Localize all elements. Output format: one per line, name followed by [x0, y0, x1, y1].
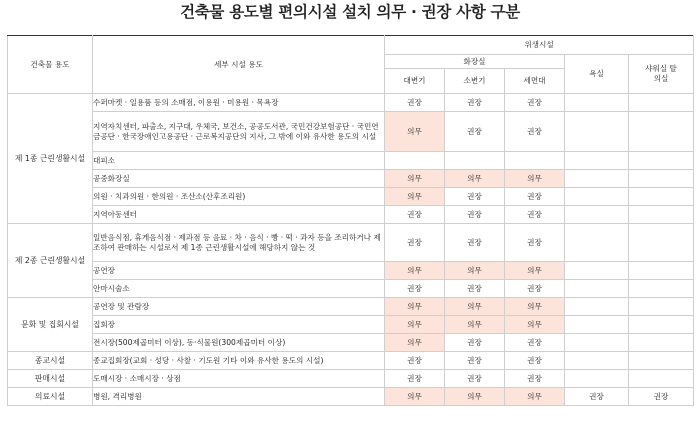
bathroom-cell	[565, 316, 629, 334]
facility-table	[7, 35, 694, 406]
shower-cell	[629, 316, 694, 334]
shower-cell	[629, 152, 694, 170]
bathroom-cell	[565, 370, 629, 388]
shower-cell	[629, 94, 694, 112]
detail-use-cell: 지역아동센터	[93, 206, 385, 224]
header-detail-use: 세부 시설 용도	[93, 36, 385, 94]
shower-cell	[629, 352, 694, 370]
detail-use-cell: 일반음식점, 휴게음식점 · 제과점 등 음료 · 차 · 음식 · 빵 · 떡 · 과자 등을 조리하거나 제조하여 판매하는 시설로서 제 1종 근린생활시설에 해당하지 않는 것	[93, 224, 385, 262]
detail-use-cell: 공중화장실	[93, 170, 385, 188]
urinal-cell: 권장	[445, 224, 505, 262]
detail-use-cell: 안마시술소	[93, 280, 385, 298]
urinal-cell: 권장	[445, 370, 505, 388]
table-row	[8, 298, 694, 316]
table-row	[8, 352, 694, 370]
header-shower: 샤워실 탈의실	[629, 55, 694, 94]
bathroom-cell	[565, 170, 629, 188]
header-hygiene: 위생시설	[385, 36, 694, 55]
washstand-cell: 권장	[505, 370, 565, 388]
detail-use-cell: 지역자치센터, 파출소, 지구대, 우체국, 보건소, 공공도서관, 국민건강보험공단 · 국민연금공단 · 한국장애인고용공단 · 근로복지공단의 지사, 그 밖에 이와 유사한 용도의 시설	[93, 112, 385, 152]
table-row	[8, 224, 694, 262]
detail-use-cell: 공연장 및 관람장	[93, 298, 385, 316]
bathroom-cell	[565, 188, 629, 206]
bathroom-cell	[565, 298, 629, 316]
detail-use-cell: 의원 · 치과의원 · 한의원 · 조산소(산후조리원)	[93, 188, 385, 206]
detail-use-cell: 도매시장 · 소매시장 · 상점	[93, 370, 385, 388]
toilet-cell: 의무	[385, 112, 445, 152]
header-urinal: 소변기	[445, 69, 505, 94]
toilet-cell: 의무	[385, 262, 445, 280]
shower-cell	[629, 224, 694, 262]
washstand-cell: 의무	[505, 298, 565, 316]
shower-cell	[629, 112, 694, 152]
washstand-cell: 의무	[505, 388, 565, 406]
toilet-cell: 의무	[385, 388, 445, 406]
table-row	[8, 206, 694, 224]
building-use-cell: 판매시설	[8, 370, 93, 388]
shower-cell	[629, 206, 694, 224]
shower-cell	[629, 262, 694, 280]
bathroom-cell	[565, 94, 629, 112]
urinal-cell: 권장	[445, 334, 505, 352]
urinal-cell: 권장	[445, 352, 505, 370]
urinal-cell	[445, 152, 505, 170]
toilet-cell: 의무	[385, 334, 445, 352]
table-row	[8, 188, 694, 206]
washstand-cell: 권장	[505, 94, 565, 112]
detail-use-cell: 종교집회장(교회 · 성당 · 사찰 · 기도원 기타 이와 유사한 용도의 시설)	[93, 352, 385, 370]
table-row	[8, 334, 694, 352]
bathroom-cell	[565, 112, 629, 152]
table-row	[8, 262, 694, 280]
urinal-cell: 권장	[445, 188, 505, 206]
bathroom-cell	[565, 262, 629, 280]
header-bathroom: 욕실	[565, 55, 629, 94]
toilet-cell: 의무	[385, 316, 445, 334]
detail-use-cell: 수퍼마켓 · 일용품 등의 소매점, 이용원 · 미용원 · 목욕장	[93, 94, 385, 112]
bathroom-cell	[565, 152, 629, 170]
building-use-cell: 의료시설	[8, 388, 93, 406]
urinal-cell: 의무	[445, 316, 505, 334]
urinal-cell: 권장	[445, 94, 505, 112]
shower-cell	[629, 188, 694, 206]
shower-cell	[629, 370, 694, 388]
building-use-cell: 문화 및 집회시설	[8, 298, 93, 352]
washstand-cell: 권장	[505, 112, 565, 152]
detail-use-cell: 공연장	[93, 262, 385, 280]
detail-use-cell: 전시장(500제곱미터 이상), 동·식물원(300제곱미터 이상)	[93, 334, 385, 352]
urinal-cell: 의무	[445, 170, 505, 188]
table-row	[8, 280, 694, 298]
washstand-cell: 권장	[505, 334, 565, 352]
table-body	[8, 94, 694, 406]
shower-cell	[629, 334, 694, 352]
shower-cell	[629, 298, 694, 316]
urinal-cell: 권장	[445, 112, 505, 152]
urinal-cell: 권장	[445, 280, 505, 298]
toilet-cell: 권장	[385, 280, 445, 298]
washstand-cell	[505, 152, 565, 170]
detail-use-cell: 집회장	[93, 316, 385, 334]
washstand-cell: 의무	[505, 262, 565, 280]
detail-use-cell: 대피소	[93, 152, 385, 170]
washstand-cell: 권장	[505, 280, 565, 298]
table-row	[8, 388, 694, 406]
toilet-cell: 의무	[385, 188, 445, 206]
building-use-cell: 제 1종 근린생활시설	[8, 94, 93, 224]
washstand-cell: 의무	[505, 170, 565, 188]
washstand-cell: 권장	[505, 224, 565, 262]
page-title: 건축물 용도별 편의시설 설치 의무 · 권장 사항 구분	[180, 3, 520, 21]
header-restroom: 화장실	[385, 55, 565, 69]
urinal-cell: 권장	[445, 206, 505, 224]
bathroom-cell	[565, 280, 629, 298]
urinal-cell: 의무	[445, 388, 505, 406]
building-use-cell: 종교시설	[8, 352, 93, 370]
washstand-cell: 의무	[505, 316, 565, 334]
table-row	[8, 170, 694, 188]
urinal-cell: 의무	[445, 262, 505, 280]
building-use-cell: 제 2종 근린생활시설	[8, 224, 93, 298]
toilet-cell: 의무	[385, 298, 445, 316]
table-row	[8, 370, 694, 388]
table-row	[8, 112, 694, 152]
toilet-cell: 권장	[385, 94, 445, 112]
toilet-cell: 의무	[385, 170, 445, 188]
bathroom-cell	[565, 352, 629, 370]
header-building-use: 건축물 용도	[8, 36, 93, 94]
shower-cell: 권장	[629, 388, 694, 406]
bathroom-cell	[565, 224, 629, 262]
washstand-cell: 권장	[505, 352, 565, 370]
shower-cell	[629, 280, 694, 298]
bathroom-cell	[565, 206, 629, 224]
urinal-cell: 의무	[445, 298, 505, 316]
washstand-cell: 권장	[505, 188, 565, 206]
toilet-cell: 권장	[385, 352, 445, 370]
toilet-cell: 권장	[385, 206, 445, 224]
header-washstand: 세면대	[505, 69, 565, 94]
table-row	[8, 152, 694, 170]
toilet-cell: 권장	[385, 370, 445, 388]
toilet-cell: 권장	[385, 224, 445, 262]
shower-cell	[629, 170, 694, 188]
table-row	[8, 316, 694, 334]
detail-use-cell: 병원, 격리병원	[93, 388, 385, 406]
washstand-cell: 권장	[505, 206, 565, 224]
bathroom-cell	[565, 334, 629, 352]
toilet-cell	[385, 152, 445, 170]
table-row	[8, 94, 694, 112]
header-toilet: 대변기	[385, 69, 445, 94]
bathroom-cell: 권장	[565, 388, 629, 406]
